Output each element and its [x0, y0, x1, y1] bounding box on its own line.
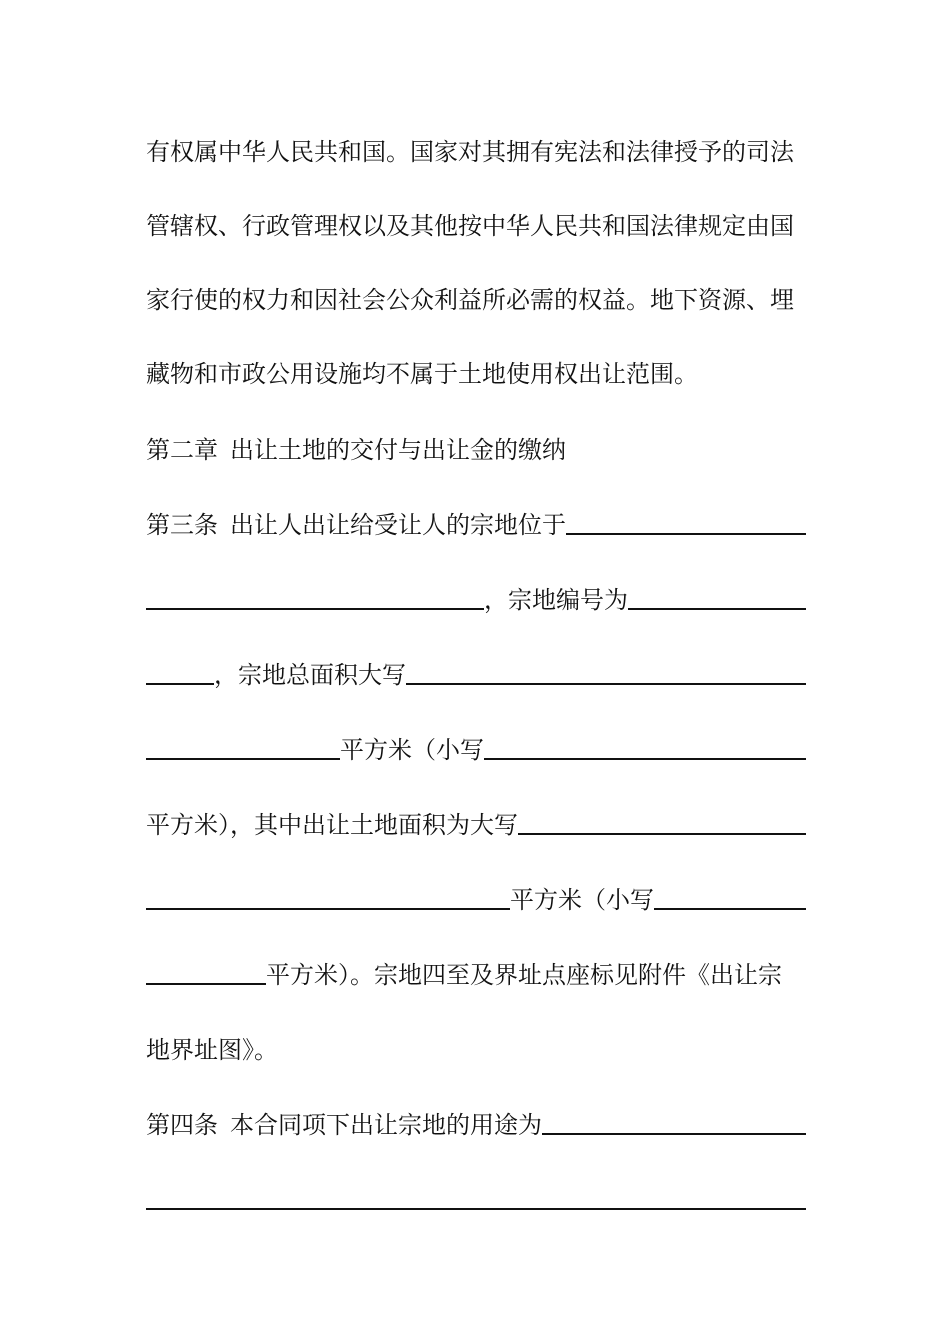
article-text: ，宗地编号为 — [484, 586, 628, 614]
paragraph-line — [146, 280, 806, 320]
article-text: 平方米（小写 — [340, 736, 484, 764]
chapter-number: 第二章 — [146, 436, 218, 464]
paragraph-text: 藏物和市政公用设施均不属于土地使用权出让范围。 — [146, 360, 698, 388]
article-4-line-1 — [146, 1105, 806, 1145]
article-4-line-2 — [146, 1180, 806, 1220]
article-text: 本合同项下出让宗地的用途为 — [230, 1111, 542, 1139]
article-text: 出让人出让给受让人的宗地位于 — [230, 511, 566, 539]
fill-in-blank[interactable] — [542, 1133, 806, 1135]
fill-in-blank[interactable] — [146, 983, 266, 985]
fill-in-blank[interactable] — [146, 683, 214, 685]
fill-in-blank[interactable] — [484, 758, 806, 760]
chapter-title: 出让土地的交付与出让金的缴纳 — [230, 436, 566, 464]
paragraph-text: 家行使的权力和因社会公众利益所必需的权益。地下资源、埋 — [146, 286, 794, 314]
chapter-heading — [146, 430, 806, 470]
paragraph-text: 管辖权、行政管理权以及其他按中华人民共和国法律规定由国 — [146, 212, 794, 240]
article-text: 平方米）。宗地四至及界址点座标见附件《出让宗 — [266, 961, 782, 989]
fill-in-blank[interactable] — [406, 683, 806, 685]
article-3-line-5 — [146, 805, 806, 845]
article-3-line-4 — [146, 730, 806, 770]
article-3-line-2 — [146, 580, 806, 620]
paragraph-line — [146, 354, 806, 394]
fill-in-blank[interactable] — [146, 908, 510, 910]
fill-in-blank[interactable] — [146, 1208, 806, 1210]
article-3-line-6 — [146, 880, 806, 920]
article-3-line-8 — [146, 1030, 806, 1070]
article-number: 第四条 — [146, 1111, 218, 1139]
fill-in-blank[interactable] — [628, 608, 806, 610]
paragraph-text: 有权属中华人民共和国。国家对其拥有宪法和法律授予的司法 — [146, 138, 794, 166]
fill-in-blank[interactable] — [146, 608, 484, 610]
article-text: ，宗地总面积大写 — [214, 661, 406, 689]
article-text: 平方米（小写 — [510, 886, 654, 914]
fill-in-blank[interactable] — [654, 908, 806, 910]
fill-in-blank[interactable] — [146, 758, 340, 760]
article-3-line-7 — [146, 955, 806, 995]
article-text: 平方米），其中出让土地面积为大写 — [146, 811, 518, 839]
article-3-line-1 — [146, 505, 806, 545]
article-3-line-3 — [146, 655, 806, 695]
article-number: 第三条 — [146, 511, 218, 539]
paragraph-line — [146, 206, 806, 246]
fill-in-blank[interactable] — [566, 533, 806, 535]
paragraph-line — [146, 132, 806, 172]
fill-in-blank[interactable] — [518, 833, 806, 835]
article-text: 地界址图》。 — [146, 1036, 278, 1064]
